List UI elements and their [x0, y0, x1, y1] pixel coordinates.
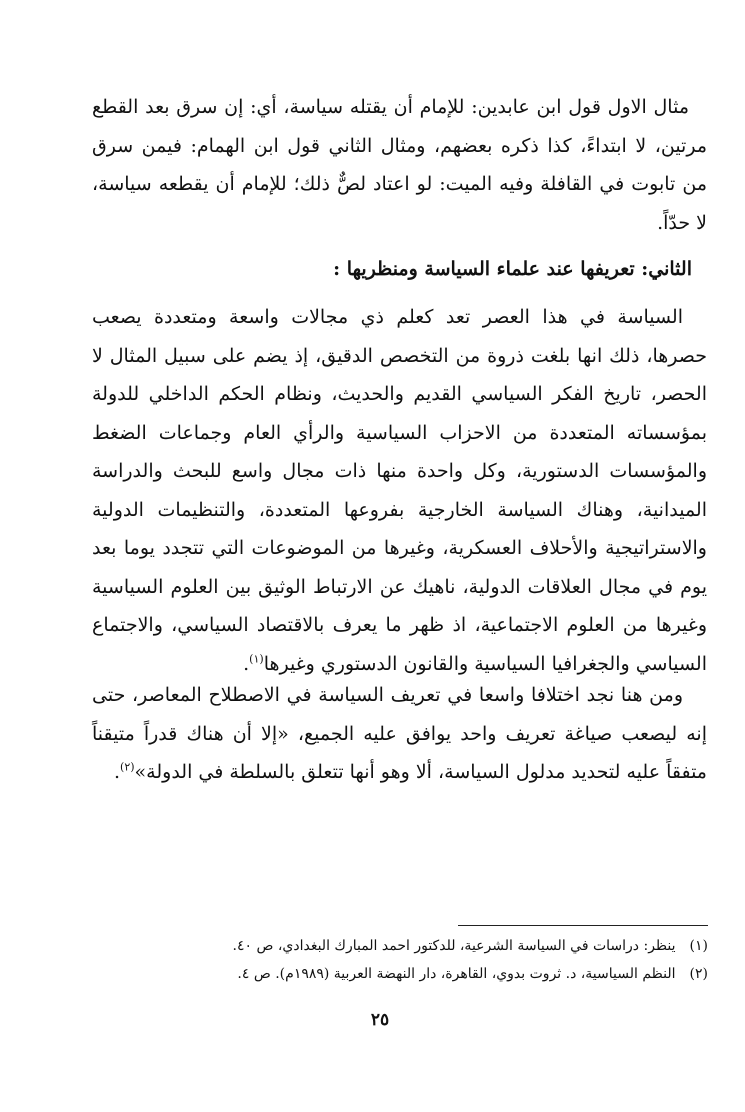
footnote-2 [150, 960, 708, 988]
footnote-2-text: النظم السياسية، د. ثروت بدوي، القاهرة، دار النهضة العربية (١٩٨٩م). ص ٤. [237, 966, 676, 982]
paragraph-1: مثال الاول قول ابن عابدين: للإمام أن يقتله سياسة، أي: إن سرق بعد القطع مرتين، لا ابتداءً، كذا ذكره بعضهم، ومثال الثاني قول ابن الهمام: فيمن سرق من تابوت في القافلة وفيه الميت: لو اعتاد لصٌّ ذلك؛ للإمام أن يقطعه سياسة، لا حدّاً. [92, 96, 707, 234]
paragraph-3-text: ومن هنا نجد اختلافا واسعا في تعريف السياسة في الاصطلاح المعاصر، حتى إنه ليصعب صياغة تعريف واحد يوافق عليه الجميع، «إلا أن هناك قدراً متيقناً متفقاً عليه لتحديد مدلول السياسة، ألا وهو أنها تتعلق بالسلطة في الدولة» [92, 684, 707, 783]
footnote-1-text: ينظر: دراسات في السياسة الشرعية، للدكتور احمد المبارك البغدادي، ص ٤٠. [232, 938, 676, 954]
footnote-ref-2[interactable]: (٢) [120, 760, 135, 774]
footnote-ref-1[interactable]: (١) [249, 652, 264, 666]
footnote-1-number: (١) [689, 938, 708, 954]
section-heading: الثاني: تعريفها عند علماء السياسة ومنظريها : [333, 258, 692, 280]
paragraph-3-end: . [113, 761, 121, 783]
footnotes [150, 932, 708, 988]
paragraph-2-end: . [243, 652, 250, 675]
paragraph-2 [92, 298, 707, 683]
page-number: ٢٥ [370, 1010, 390, 1030]
footnote-1 [150, 932, 708, 960]
paragraph-3 [92, 676, 707, 792]
footnote-divider [458, 925, 708, 926]
paragraph-2-text: السياسة في هذا العصر تعد كعلم ذي مجالات واسعة ومتعددة يصعب حصرها، ذلك انها بلغت ذروة من التخصص الدقيق، إذ يضم على سبيل المثال لا الحصر، تاريخ الفكر السياسي القديم والحديث، ونظام الحكم الداخلي للدولة بمؤسساته المتعددة من الاحزاب السياسية والرأي العام وجماعات الضغط والمؤسسات الدستورية، وكل واحدة منها ذات مجال واسع للبحث والدراسة الميدانية، وهناك السياسة الخارجية بفروعها المتعددة، والتنظيمات الدولية والاستراتيجية والأحلاف العسكرية، وغيرها من الموضوعات التي تتجدد يوما بعد يوم في مجال العلاقات الدولية، ناهيك عن الارتباط الوثيق بين العلوم السياسية وغيرها من العلوم الاجتماعية، اذ ظهر ما يعرف بالاقتصاد السياسي، والاجتماع السياسي والجغرافيا السياسية والقانون الدستوري وغيرها [92, 306, 707, 675]
footnote-2-number: (٢) [689, 966, 708, 982]
